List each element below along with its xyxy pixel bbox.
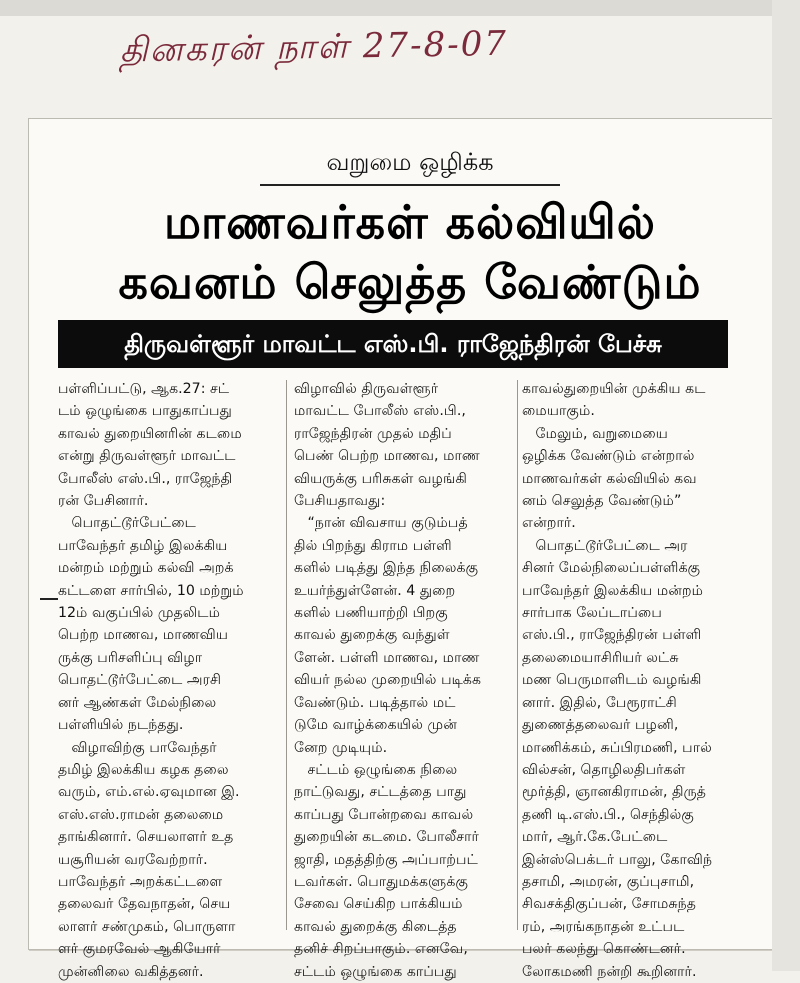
headline-line-2: கவனம் செலுத்த வேண்டும் xyxy=(118,255,702,309)
margin-mark xyxy=(40,598,58,600)
article-kicker: வறுமை ஒழிக்க xyxy=(260,148,560,186)
article-column-1: பள்ளிப்பட்டு, ஆக.27: சட் டம் ஒழுங்கை பாதுகாப்பது காவல் துறையினரின் கடமை என்று திருவள்ளூர் மாவட்ட போலீஸ் எஸ்.பி., ராஜேந்தி ரன் பேசினார். பொதட்டூர்பேட்டை பாவேந்தர் தமிழ் இலக்கிய மன்றம் மற்றும் கல்வி அறக் கட்டளை சார்பில், 10 மற்றும் 12ம் வகுப்பில் முதலிடம் பெற்ற மாணவ, மாணவிய ருக்கு பரிசளிப்பு விழா பொதட்டூர்பேட்டை அரசி னர் ஆண்கள் மேல்நிலை பள்ளியில் நடந்தது. விழாவிற்கு பாவேந்தர் தமிழ் இலக்கிய கழக தலை வரும், எம்.எல்.ஏவுமான இ. எஸ்.எஸ்.ராமன் தலைமை தாங்கினார். செயலாளர் உத யசூரியன் வரவேற்றார். பாவேந்தர் அறக்கட்டளை தலைவர் தேவநாதன், செய லாளர் சண்முகம், பொருளா ளர் குமரவேல் ஆகியோர் முன்னிலை வகித்தனர். xyxy=(58,381,244,980)
article-column-3: காவல்துறையின் முக்கிய கட மையாகும். மேலும், வறுமையை ஒழிக்க வேண்டும் என்றால் மாணவர்கள் கல்வியில் கவ னம் செலுத்த வேண்டும்” என்றார். பொதட்டூர்பேட்டை அர சினர் மேல்நிலைப்பள்ளிக்கு பாவேந்தர் இலக்கிய மன்றம் சார்பாக லேப்டாப்பை எஸ்.பி., ராஜேந்திரன் பள்ளி தலைமையாசிரியர் லட்சு மண பெருமாளிடம் வழங்கி னார். இதில், பேரூராட்சி துணைத்தலைவர் பழனி, மாணிக்கம், சுப்பிரமணி, பால் வில்சன், தொழிலதிபர்கள் மூர்த்தி, ஞானகிராமன், திருத் தணி டி.எஸ்.பி., செந்தில்கு மார், ஆர்.கே.பேட்டை இன்ஸ்பெக்டர் பாலு, கோவிந் தசாமி, அமரன், குப்புசாமி, சிவசக்திகுப்பன், சோமசுந்த ரம், அரங்கநாதன் உட்பட பலர் கலந்து கொண்டனர். லோகமணி நன்றி கூறினார். xyxy=(522,381,713,980)
article-column-2: விழாவில் திருவள்ளூர் மாவட்ட போலீஸ் எஸ்.பி., ராஜேந்திரன் முதல் மதிப் பெண் பெற்ற மாணவ, மாண வியருக்கு பரிசுகள் வழங்கி பேசியதாவது: “நான் விவசாய குடும்பத் தில் பிறந்து கிராம பள்ளி களில் படித்து இந்த நிலைக்கு உயர்ந்துள்ளேன். 4 துறை களில் பணியாற்றி பிறகு காவல் துறைக்கு வந்துள் ளேன். பள்ளி மாணவ, மாண வியர் நல்ல முறையில் படிக்க வேண்டும். படித்தால் மட் டுமே வாழ்க்கையில் முன் னேற முடியும். சட்டம் ஒழுங்கை நிலை நாட்டுவது, சட்டத்தை பாது காப்பது போன்றவை காவல் துறையின் கடமை. போலீசார் ஜாதி, மதத்திற்கு அப்பாற்பட் டவர்கள். பொதுமக்களுக்கு சேவை செய்கிற பாக்கியம் காவல் துறைக்கு கிடைத்த தனிச் சிறப்பாகும். எனவே, சட்டம் ஒழுங்கை காப்பது xyxy=(294,381,482,980)
column-divider xyxy=(517,380,518,930)
column-divider xyxy=(286,380,287,930)
handwritten-date-note: தினகரன் நாள் 27-8-07 xyxy=(119,23,509,71)
subhead-banner: திருவள்ளூர் மாவட்ட எஸ்.பி. ராஜேந்திரன் பேச்சு xyxy=(58,320,728,368)
headline-line-1: மாணவர்கள் கல்வியில் xyxy=(164,195,656,249)
paper-top-edge xyxy=(0,0,800,16)
paper-right-edge xyxy=(772,0,800,971)
